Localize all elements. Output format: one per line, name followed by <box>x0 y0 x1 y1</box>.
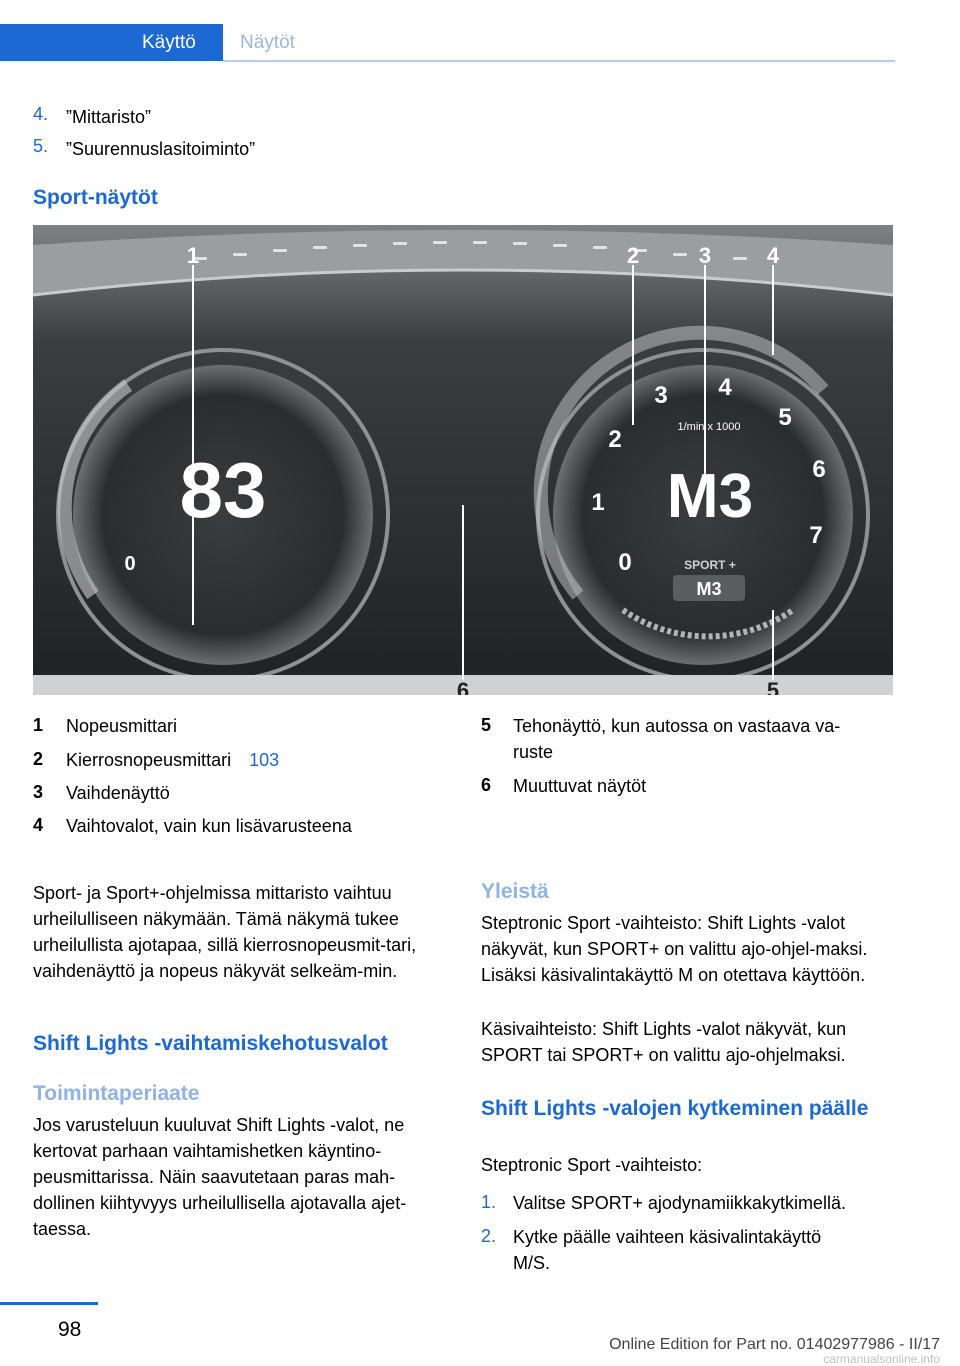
gear-value: M3 <box>666 462 754 531</box>
step-1-num: 1. <box>481 1192 497 1212</box>
tab-naytot[interactable]: Näytöt <box>240 32 295 53</box>
mode-label: SPORT + <box>684 558 736 572</box>
rpm-tick-7: 7 <box>809 522 823 549</box>
edition-line: Online Edition for Part no. 01402977986 - II/17 <box>609 1336 940 1353</box>
legend-num-5: 5 <box>481 715 492 735</box>
legend-text-1: Nopeusmittari <box>66 716 178 736</box>
heading-yleista: Yleistä <box>481 880 549 903</box>
rpm-tick-5: 5 <box>778 404 792 431</box>
heading-toimintaperiaate: Toimintaperiaate <box>33 1082 200 1105</box>
step-2-text: Kytke päälle vaihteen käsivalintakäyttö M/S. <box>513 1227 822 1273</box>
header-rule <box>223 60 895 62</box>
tab-kaytto[interactable]: Käyttö <box>0 24 223 61</box>
rpm-tick-2: 2 <box>608 426 622 453</box>
callout-3: 3 <box>698 243 712 268</box>
rpm-tick-6: 6 <box>812 456 826 483</box>
rpm-tick-0: 0 <box>618 549 632 576</box>
page-ref-103[interactable]: 103 <box>249 750 280 770</box>
footer-rule <box>0 1302 98 1305</box>
speed-value: 83 <box>179 446 267 534</box>
step-1-text: Valitse SPORT+ ajodynamiikkakytkimellä. <box>513 1193 846 1213</box>
paragraph-manual: Käsivaihteisto: Shift Lights -valot näkyvät, kun SPORT tai SPORT+ on valittu ajo-ohjelmaksi. <box>481 1019 847 1065</box>
rpm-tick-1: 1 <box>591 489 605 516</box>
heading-sport-naytot: Sport-näytöt <box>33 186 158 209</box>
paragraph-steptronic: Steptronic Sport -vaihteisto: Shift Lights -valot näkyvät, kun SPORT+ on valittu ajo-ohjel-maksi. Lisäksi käsivalintakäyttö M on otettava käyttöön. <box>481 913 868 985</box>
step-4: 4. <box>33 104 49 124</box>
callout-6: 6 <box>456 678 470 695</box>
rpm-tick-4: 4 <box>718 374 732 401</box>
page-number: 98 <box>58 1318 82 1341</box>
legend-num-3: 3 <box>33 782 44 802</box>
rpm-tick-3: 3 <box>654 382 668 409</box>
legend-num-4: 4 <box>33 815 44 835</box>
instrument-cluster-image <box>33 225 893 695</box>
rpm-unit: 1/min x 1000 <box>677 421 741 433</box>
watermark: carmanualsonline.info <box>823 1352 940 1366</box>
heading-shift-lights-on: Shift Lights -valojen kytkeminen päälle <box>481 1097 869 1120</box>
callout-2: 2 <box>626 243 640 268</box>
legend-num-1: 1 <box>33 715 44 735</box>
legend-text-3: Vaihdenäyttö <box>66 783 170 803</box>
paragraph-principle: Jos varusteluun kuuluvat Shift Lights -valot, ne kertovat parhaan vaihtamishetken käyntino-peusmittarissa. Näin saavutetaan paras mah-dollinen kiihtyvyys urheilullisella ajotavalla ajet-taessa. <box>33 1115 407 1239</box>
paragraph-steptronic-sport: Steptronic Sport -vaihteisto: <box>481 1155 703 1175</box>
step-5-text: ”Suurennuslasitoiminto” <box>66 139 256 159</box>
paragraph-sport-intro: Sport- ja Sport+-ohjelmissa mittaristo vaihtuu urheilulliseen näkymään. Tämä näkymä tukee urheilullista ajotapaa, sillä kierrosnopeusmit-tari, vaihdenäyttö ja nopeus näkyvät selkeäm-min. <box>33 883 417 981</box>
legend-num-2: 2 <box>33 749 44 769</box>
callout-1: 1 <box>186 243 200 268</box>
step-5: 5. <box>33 136 49 156</box>
mode-gear: M3 <box>696 579 722 599</box>
step-4-text: ”Mittaristo” <box>66 107 151 127</box>
legend-text-6: Muuttuvat näytöt <box>513 776 647 796</box>
legend-num-6: 6 <box>481 775 492 795</box>
speed-zero: 0 <box>124 553 136 575</box>
legend-text-5: Tehonäyttö, kun autossa on vastaava va- ruste <box>513 716 841 762</box>
heading-shift-lights: Shift Lights -vaihtamiskehotusvalot <box>33 1032 388 1055</box>
callout-4: 4 <box>766 243 780 268</box>
legend-text-4: Vaihtovalot, vain kun lisävarusteena <box>66 816 352 836</box>
callout-5: 5 <box>766 678 780 695</box>
step-2-num: 2. <box>481 1226 497 1246</box>
legend-text-2: Kierrosnopeusmittari 103 <box>66 750 280 770</box>
